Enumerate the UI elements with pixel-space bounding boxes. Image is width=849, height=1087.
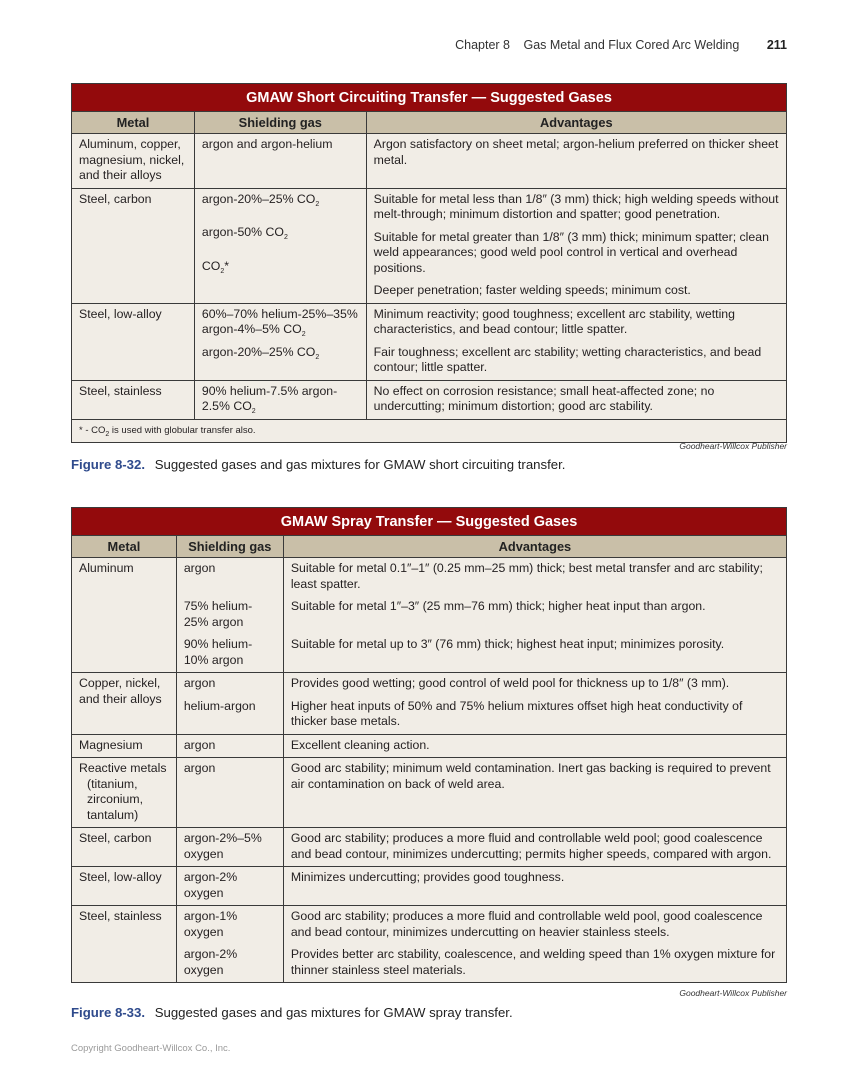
gas-value: helium-argon (183, 698, 256, 713)
gas-value: argon-50% $CO_2$ (201, 225, 288, 241)
gas-value: argon-2%–5% oxygen (183, 831, 262, 861)
table-row (72, 828, 787, 867)
gas-cell (194, 303, 366, 380)
metal-cell: Aluminum (72, 558, 177, 673)
column-header-metal: Metal (72, 112, 195, 134)
caption-text: Suggested gases and gas mixtures for GMAW short circuiting transfer. (154, 457, 566, 472)
table-row (72, 134, 787, 189)
table-row (72, 906, 787, 983)
running-header (455, 38, 787, 52)
metal-cell: Aluminum, copper, magnesium, nickel, and their alloys (72, 134, 195, 189)
advantage-text: Suitable for metal less than 1/8″ (3 mm) thick; high welding speeds without melt-through; minimum distortion and spatter; good penetration. (373, 191, 779, 221)
metal-cell: Steel, stainless (72, 906, 177, 983)
table-row (72, 558, 787, 673)
gas-value: argon-20%–25% $CO_2$ (201, 344, 320, 361)
advantage-text: Suitable for metal up to 3″ (76 mm) thick; highest heat input; minimizes porosity. (290, 637, 725, 651)
gas-value: argon (183, 676, 216, 690)
column-header-advantages: Advantages (366, 112, 786, 134)
gas-cell (176, 758, 283, 828)
advantages-cell (283, 867, 786, 906)
advantages-cell (283, 906, 786, 983)
spray-transfer-gases-table (71, 507, 787, 983)
gas-value: argon (183, 737, 216, 752)
advantages-cell (283, 673, 786, 735)
advantages-cell (366, 134, 786, 189)
metal-cell: Steel, stainless (72, 380, 195, 419)
footnote-row (72, 419, 787, 443)
table-row (72, 673, 787, 735)
copyright-notice: Copyright Goodheart-Willcox Co., Inc. (71, 1043, 231, 1054)
gas-cell (194, 188, 366, 303)
gas-cell (176, 906, 283, 983)
advantage-text: Minimizes undercutting; provides good toughness. (290, 870, 565, 884)
table-row (72, 758, 787, 828)
advantages-cell (366, 188, 786, 303)
gas-value: argon-2% oxygen (183, 947, 238, 977)
gas-cell (176, 673, 283, 735)
table-title: GMAW Spray Transfer — Suggested Gases (72, 508, 787, 536)
table-row (72, 380, 787, 419)
column-header-advantages: Advantages (283, 536, 786, 558)
gas-value: argon-20%–25% $CO_2$ (201, 191, 320, 208)
metal-cell: Copper, nickel, and their alloys (72, 673, 177, 735)
figure-label: Figure 8-32. (71, 457, 146, 472)
table-title: GMAW Short Circuiting Transfer — Suggested Gases (72, 84, 787, 112)
advantage-text: No effect on corrosion resistance; small heat-affected zone; no undercutting; minimum distortion; good arc stability. (373, 383, 715, 413)
advantage-text: Excellent cleaning action. (290, 737, 430, 752)
column-header-shielding-gas: Shielding gas (194, 112, 366, 134)
gas-value: argon-2% oxygen (183, 870, 238, 900)
table-row (72, 867, 787, 906)
figure-caption (71, 457, 565, 472)
gas-cell (194, 380, 366, 419)
advantages-cell (366, 380, 786, 419)
gas-value: 75% helium-25% argon (183, 599, 253, 629)
advantage-text: Provides better arc stability, coalescence, and welding speed than 1% oxygen mixture for thinner stainless steel materials. (290, 947, 776, 977)
metal-cell: Magnesium (72, 734, 177, 758)
advantages-cell (283, 758, 786, 828)
figure-label: Figure 8-33. (71, 1005, 146, 1020)
chapter-title: Gas Metal and Flux Cored Arc Welding (523, 38, 740, 52)
table-row (72, 188, 787, 303)
advantage-text: Good arc stability; produces a more fluid and controllable weld pool, good coalescence and bead contour, minimizes undercutting on heavier stainless steels. (290, 909, 763, 939)
metal-cell (72, 758, 177, 828)
page-number: 211 (766, 38, 787, 52)
gas-value: argon-1% oxygen (183, 909, 238, 939)
chapter-number: Chapter 8 (455, 38, 511, 52)
advantages-cell (283, 828, 786, 867)
gas-value: 90% helium-7.5% argon-2.5% $CO_2$ (201, 383, 338, 415)
gas-value: argon (183, 761, 216, 775)
metal-detail: (titanium, zirconium, tantalum) (87, 776, 144, 822)
gas-value: 90% helium-10% argon (183, 637, 253, 667)
gas-cell (176, 828, 283, 867)
gas-cell (176, 867, 283, 906)
gas-cell (176, 734, 283, 758)
image-credit: Goodheart-Willcox Publisher (679, 988, 787, 998)
advantage-text: Suitable for metal 0.1″–1″ (0.25 mm–25 mm) thick; best metal transfer and arc stability; least spatter. (290, 561, 763, 591)
caption-text: Suggested gases and gas mixtures for GMAW spray transfer. (154, 1005, 513, 1020)
image-credit: Goodheart-Willcox Publisher (679, 441, 787, 451)
advantages-cell (283, 734, 786, 758)
metal-cell: Steel, carbon (72, 188, 195, 303)
table-row (72, 303, 787, 380)
advantage-text: Fair toughness; excellent arc stability; wetting characteristics, and bead contour; little spatter. (373, 344, 762, 374)
metal-cell: Steel, low-alloy (72, 867, 177, 906)
gas-value: $CO_2*$ (201, 258, 230, 275)
column-header-metal: Metal (72, 536, 177, 558)
advantage-text: Minimum reactivity; good toughness; excellent arc stability, wetting characteristics, and bead contour; little spatter. (373, 306, 735, 336)
advantage-text: Suitable for metal 1″–3″ (25 mm–76 mm) thick; higher heat input than argon. (290, 599, 706, 613)
advantages-cell (283, 558, 786, 673)
gas-value: argon and argon-helium (201, 137, 333, 151)
advantage-text: Higher heat inputs of 50% and 75% helium mixtures offset high heat conductivity of thicker base metals. (290, 698, 743, 728)
advantage-text: Suitable for metal greater than 1/8″ (3 mm) thick; minimum spatter; clean weld appearances; good weld pool control in vertical and overhead positions. (373, 229, 769, 275)
gas-cell (176, 558, 283, 673)
footnote: * - $CO_2$ is used with globular transfer also. (72, 419, 787, 443)
table-row (72, 734, 787, 758)
advantage-text: Argon satisfactory on sheet metal; argon-helium preferred on thicker sheet metal. (373, 137, 779, 167)
short-circuiting-gases-table (71, 83, 787, 443)
advantage-text: Provides good wetting; good control of weld pool for thickness up to 1/8″ (3 mm). (290, 676, 730, 690)
column-header-shielding-gas: Shielding gas (176, 536, 283, 558)
advantage-text: Good arc stability; produces a more fluid and controllable weld pool; good coalescence and bead contour, minimizes undercutting; permits higher speeds, compared with argon. (290, 831, 772, 861)
advantages-cell (366, 303, 786, 380)
advantage-text: Good arc stability; minimum weld contamination. Inert gas backing is required to prevent air contamination on back of weld area. (290, 761, 771, 791)
metal-cell: Steel, carbon (72, 828, 177, 867)
advantage-text: Deeper penetration; faster welding speeds; minimum cost. (373, 283, 691, 297)
metal-cell: Steel, low-alloy (72, 303, 195, 380)
gas-cell (194, 134, 366, 189)
gas-value: argon (183, 561, 216, 575)
metal-name: Reactive metals (79, 761, 167, 775)
gas-value: 60%–70% helium-25%–35% argon-4%–5% $CO_2$ (201, 306, 358, 338)
figure-caption (71, 1005, 513, 1020)
